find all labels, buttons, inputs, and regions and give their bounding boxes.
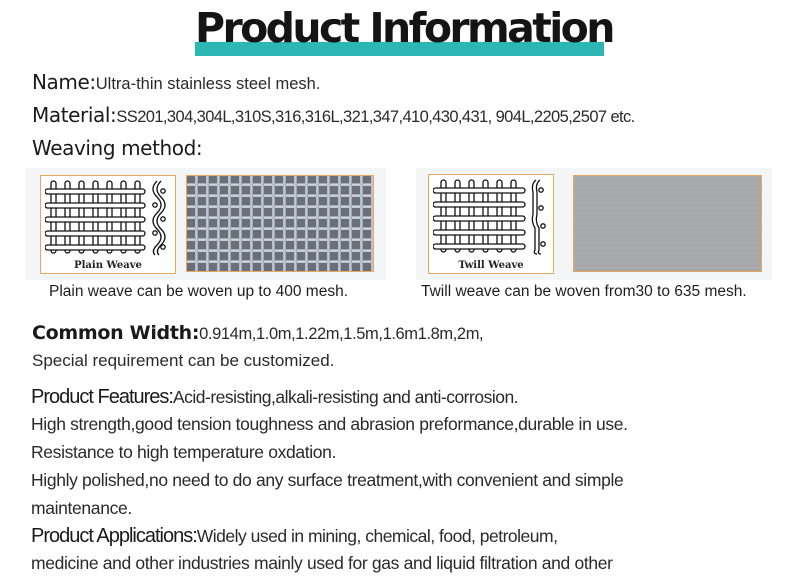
feature-line: Resistance to high temperature oxdation.: [31, 442, 337, 462]
twill-weave-diagram-caption: Twill Weave: [458, 260, 524, 271]
weaving-method-label: Weaving method:: [32, 136, 203, 160]
twill-weave-diagram: [428, 174, 554, 274]
common-width-value: 0.914m,1.0m,1.22m,1.5m,1.6m1.8m,2m,: [199, 325, 484, 343]
weaving-method-row: [32, 136, 202, 160]
feature-line: Highly polished,no need to do any surface treatment,with convenient and simple: [31, 470, 624, 490]
feature-line: maintenance.: [31, 498, 132, 518]
material-row: [32, 103, 635, 127]
product-features-label: Product Features:: [31, 386, 173, 408]
name-value: Ultra-thin stainless steel mesh.: [95, 75, 321, 93]
application-line: medicine and other industries mainly used for gas and liquid filtration and other: [31, 553, 613, 573]
common-width-note: Special requirement can be customized.: [32, 351, 335, 370]
name-label: Name:: [32, 70, 96, 94]
product-features-row: [31, 386, 518, 409]
twill-weave-diagram-icon: [433, 178, 551, 256]
plain-weave-caption: Plain weave can be woven up to 400 mesh.: [49, 283, 348, 300]
material-label: Material:: [32, 103, 117, 127]
plain-weave-diagram-caption: Plain Weave: [74, 260, 142, 271]
twill-weave-caption: Twill weave can be woven from30 to 635 mesh.: [421, 283, 747, 300]
common-width-label: Common Width:: [32, 322, 200, 344]
product-applications-label: Product Applications:: [31, 525, 197, 547]
plain-weave-mesh-photo: [186, 175, 374, 272]
page-title: Product Information: [195, 4, 613, 52]
plain-weave-diagram-icon: [45, 179, 173, 257]
feature-line: Acid-resisting,alkali-resisting and anti-corrosion.: [172, 387, 519, 407]
page-header: [195, 4, 613, 58]
name-row: [32, 70, 320, 94]
feature-line: High strength,good tension toughness and abrasion preformance,durable in use.: [31, 414, 628, 434]
material-value: SS201,304,304L,310S,316,316L,321,347,410,430,431, 904L,2205,2507 etc.: [116, 108, 635, 126]
product-applications-row: [31, 525, 557, 548]
common-width-row: [32, 322, 483, 344]
application-line: Widely used in mining, chemical, food, petroleum,: [196, 526, 558, 546]
plain-weave-diagram: [40, 175, 176, 274]
twill-weave-mesh-photo: [573, 175, 762, 272]
